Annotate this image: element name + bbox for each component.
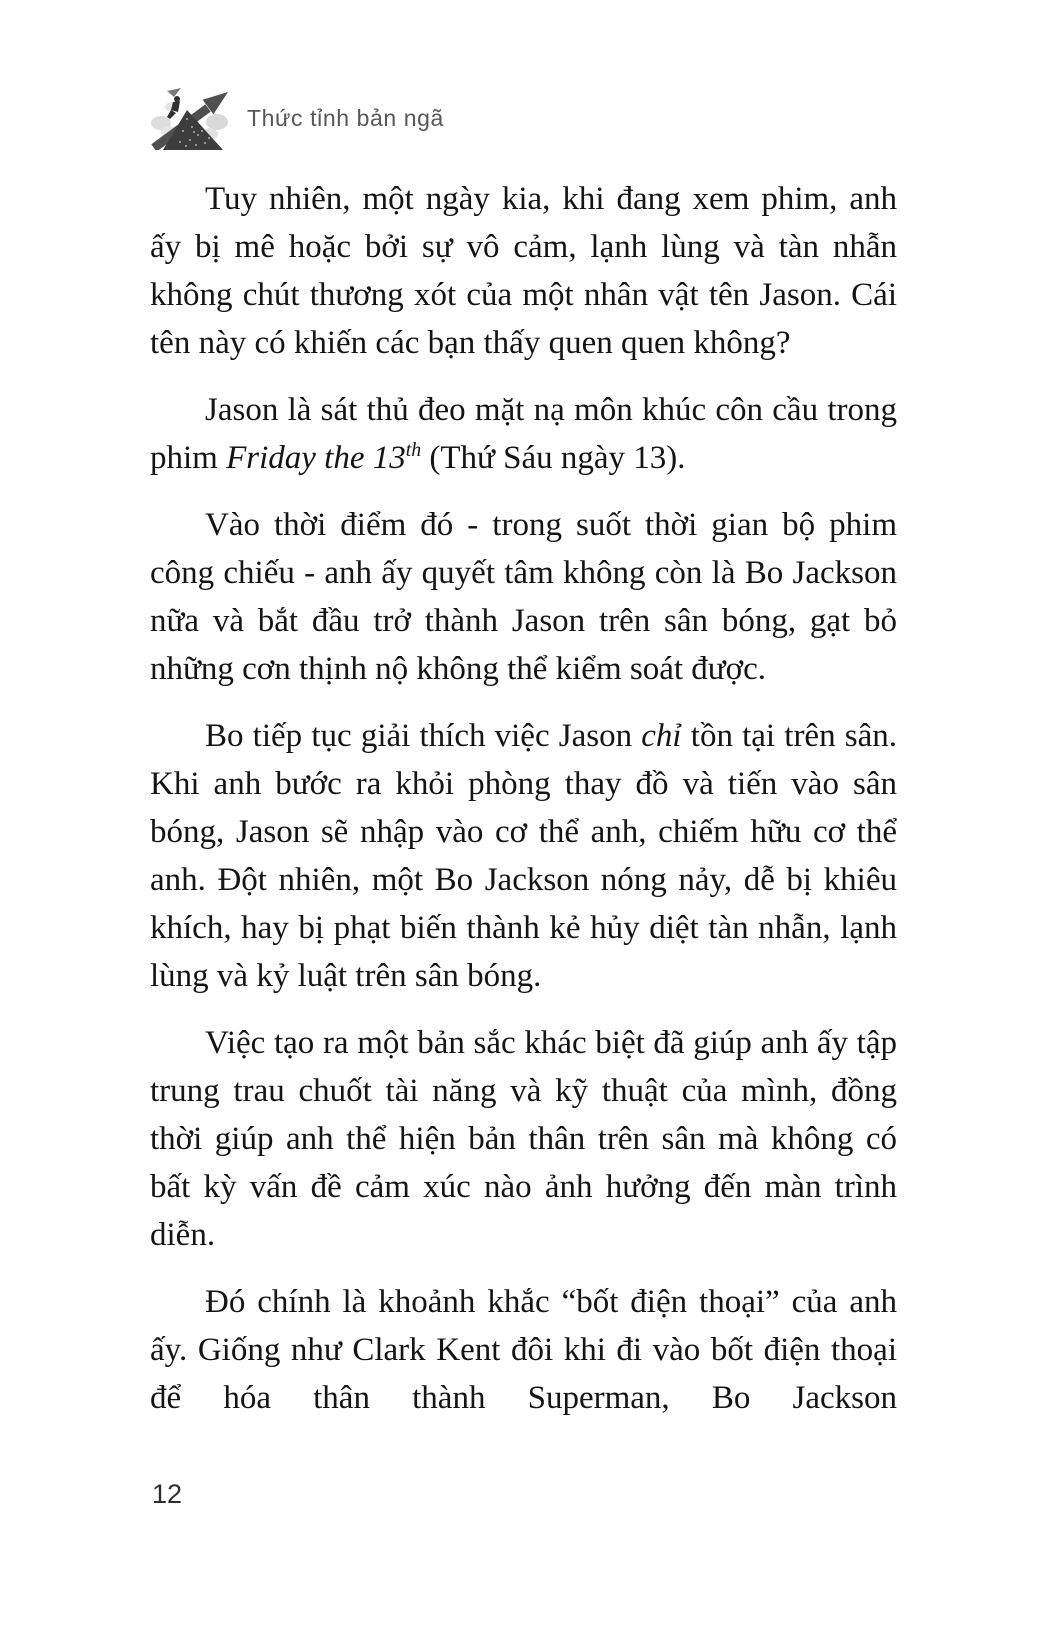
text-segment: th bbox=[405, 439, 422, 461]
text-segment: Bo tiếp tục giải thích việc Jason bbox=[205, 718, 642, 754]
paragraph bbox=[150, 175, 897, 367]
mountain-climber-arrow-icon bbox=[150, 86, 230, 150]
page-body bbox=[150, 175, 897, 1441]
paragraph bbox=[150, 501, 897, 693]
paragraph bbox=[150, 712, 897, 1000]
text-segment: chỉ bbox=[641, 718, 682, 754]
text-segment: Vào thời điểm đó - trong suốt thời gian bộ phim công chiếu - anh ấy quyết tâm không còn là Bo Jackson nữa và bắt đầu trở thành Jason trên sân bóng, gạt bỏ những cơn thịnh nộ không thể kiểm soát được. bbox=[150, 507, 897, 687]
paragraph bbox=[150, 386, 897, 482]
text-segment: Jason là sát thủ đeo mặt nạ môn khúc côn cầu trong phim bbox=[150, 392, 897, 476]
text-segment: (Thứ Sáu ngày 13). bbox=[421, 440, 686, 476]
text-segment: Đó chính là khoảnh khắc “bốt điện thoại” của anh ấy. Giống như Clark Kent đôi khi đi vào bốt điện thoại để hóa thân thành Superman, Bo Jackson bbox=[150, 1284, 897, 1416]
paragraph bbox=[150, 1278, 897, 1422]
text-segment: Tuy nhiên, một ngày kia, khi đang xem phim, anh ấy bị mê hoặc bởi sự vô cảm, lạnh lùng và tàn nhẫn không chút thương xót của một nhân vật tên Jason. Cái tên này có khiến các bạn thấy quen quen không? bbox=[150, 181, 897, 361]
page-header bbox=[150, 86, 444, 150]
text-segment: Việc tạo ra một bản sắc khác biệt đã giúp anh ấy tập trung trau chuốt tài năng và kỹ thuật của mình, đồng thời giúp anh thể hiện bản thân trên sân mà không có bất kỳ vấn đề cảm xúc nào ảnh hưởng đến màn trình diễn. bbox=[150, 1025, 897, 1253]
text-segment: tồn tại trên sân. Khi anh bước ra khỏi phòng thay đồ và tiến vào sân bóng, Jason sẽ nhập vào cơ thể anh, chiếm hữu cơ thể anh. Đột nhiên, một Bo Jackson nóng nảy, dễ bị khiêu khích, hay bị phạt biến thành kẻ hủy diệt tàn nhẫn, lạnh lùng và kỷ luật trên sân bóng. bbox=[150, 718, 897, 994]
paragraph bbox=[150, 1019, 897, 1259]
running-head-title: Thức tỉnh bản ngã bbox=[247, 104, 444, 131]
text-segment: Friday the 13 bbox=[226, 440, 406, 476]
page-number: 12 bbox=[152, 1479, 183, 1509]
